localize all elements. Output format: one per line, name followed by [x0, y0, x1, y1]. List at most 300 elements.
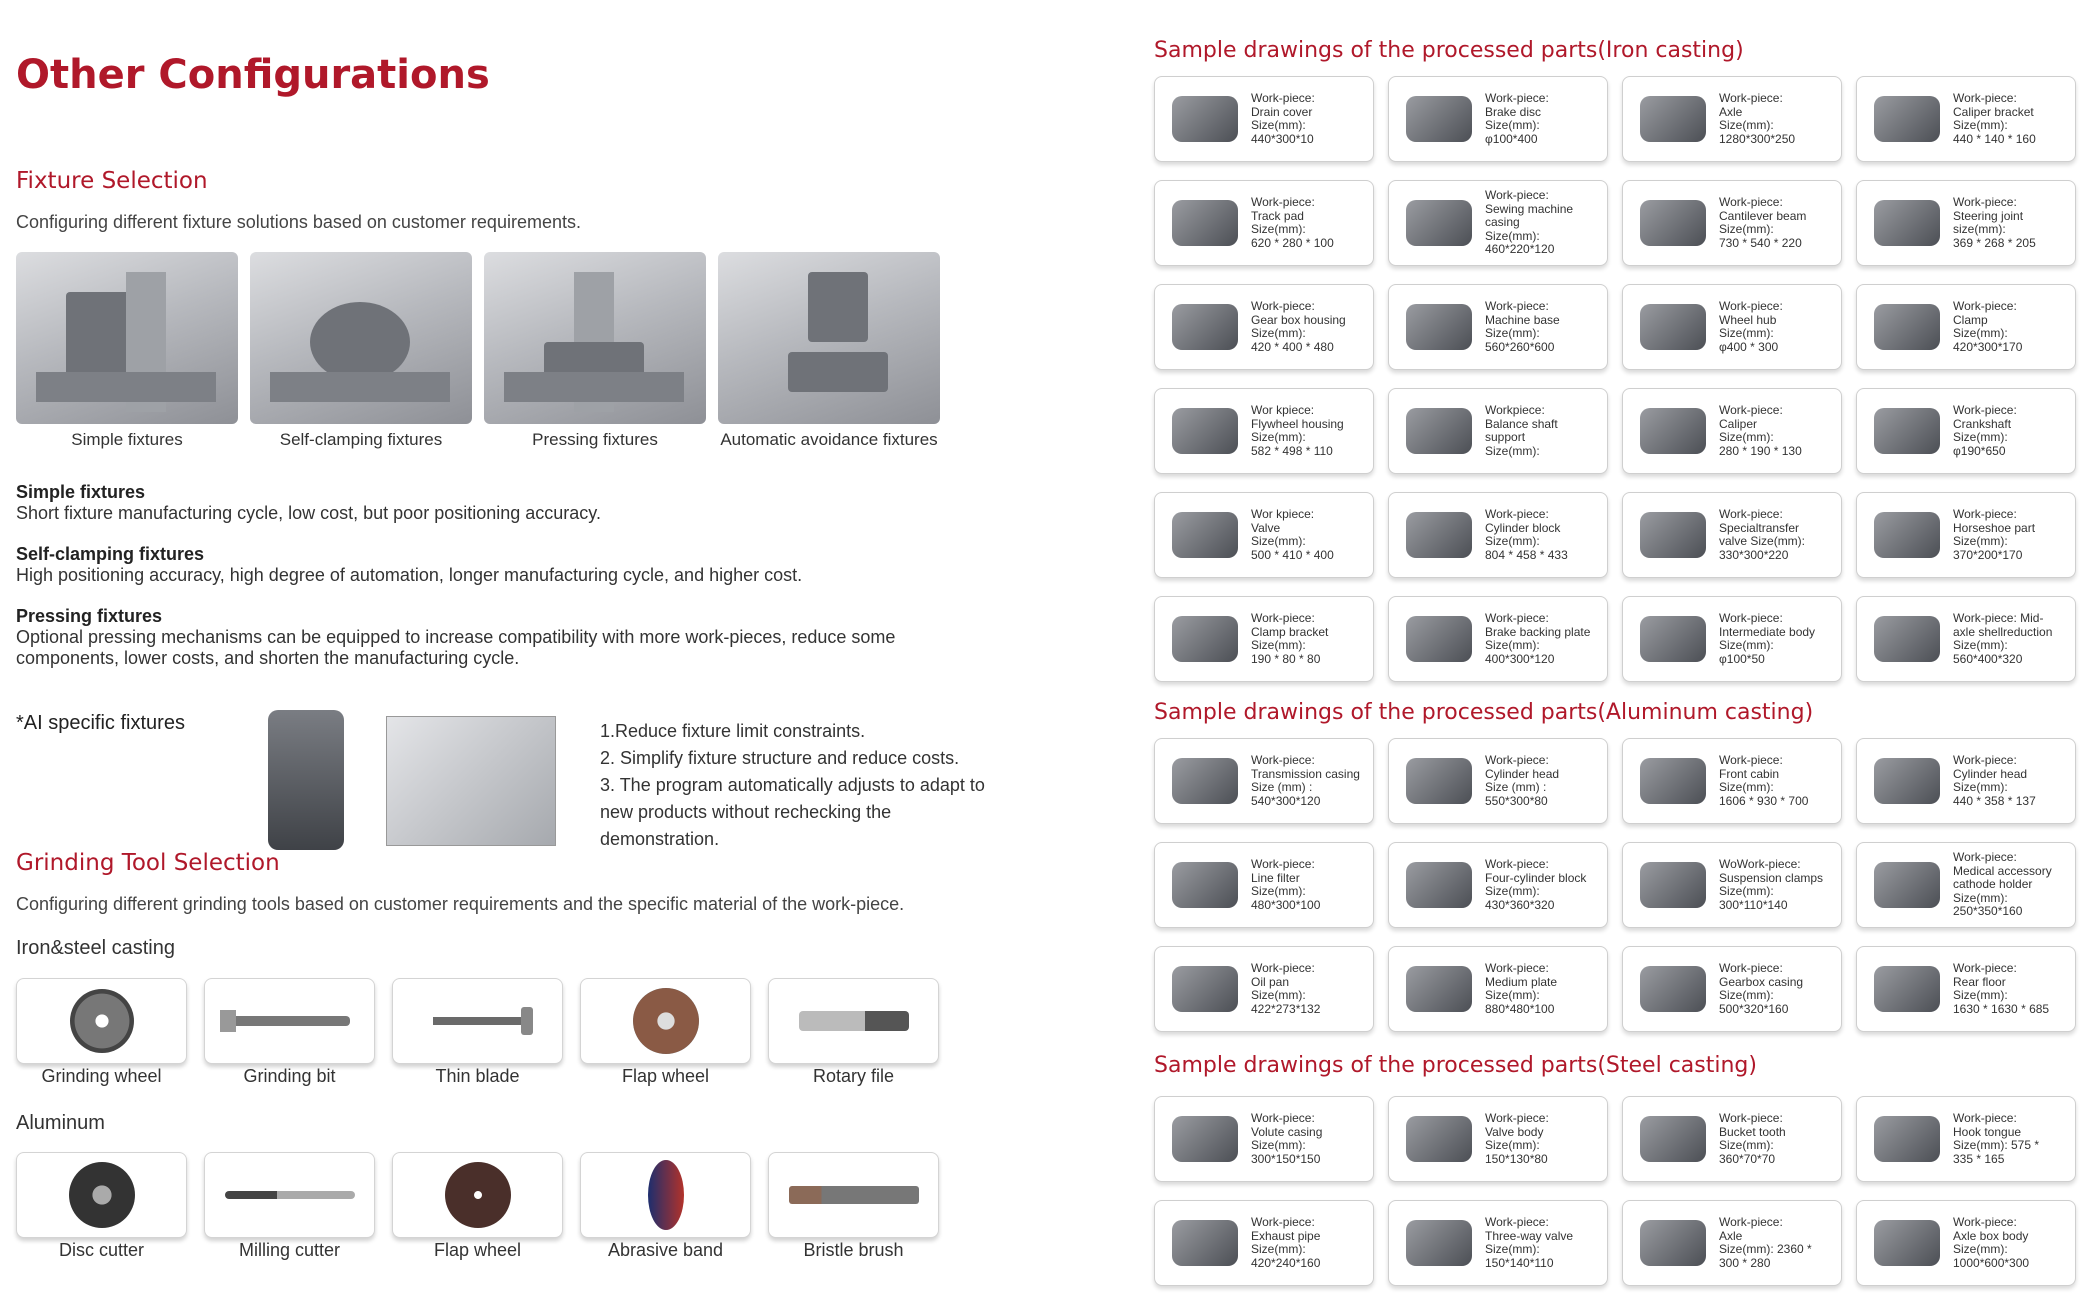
fixture-type-simple — [16, 482, 976, 524]
part-image — [1629, 1211, 1717, 1275]
part-image — [1161, 957, 1249, 1021]
flap-wheel-icon — [392, 1152, 563, 1238]
iron-steel-subtitle: Iron&steel casting — [16, 937, 175, 959]
part-info-line: Workpiece: — [1485, 403, 1545, 417]
part-info-line: Size(mm): — [1251, 118, 1306, 132]
part-card — [1622, 492, 1842, 578]
part-info-line: Size(mm): — [1719, 988, 1774, 1002]
part-info-line: Size(mm): — [1251, 1138, 1306, 1152]
tool-card — [768, 1152, 939, 1261]
part-info — [1249, 1216, 1320, 1270]
part-info-line: Cantilever beam — [1719, 208, 1807, 223]
part-info-line: Size(mm): 2360 * — [1719, 1242, 1812, 1256]
aluminum-tool-row — [16, 1152, 939, 1261]
part-info-line: Work-piece: — [1953, 195, 2017, 209]
part-card — [1856, 76, 2076, 162]
part-info-line: Size(mm): — [1485, 443, 1540, 458]
part-info — [1717, 1112, 1786, 1166]
part-info — [1483, 189, 1607, 257]
fixture-photo-row — [16, 252, 940, 450]
part-info-line: 1606 * 930 * 700 — [1719, 793, 1809, 808]
part-info-line: Size(mm): — [1953, 326, 2008, 340]
tool-card — [768, 978, 939, 1087]
part-info-line: Size(mm): — [1251, 638, 1306, 652]
part-card — [1856, 284, 2076, 370]
part-image — [1395, 399, 1483, 463]
part-info — [1483, 754, 1559, 808]
part-info-line: 369 * 268 * 205 — [1953, 235, 2036, 250]
part-info-line: Cylinder head — [1953, 766, 2028, 781]
part-info-line: Work-piece: — [1719, 1215, 1783, 1229]
part-info-line: Wor kpiece: — [1251, 403, 1315, 417]
part-info-line: Work-piece: — [1719, 507, 1783, 521]
part-info-line: 560*260*600 — [1485, 339, 1555, 354]
tool-card — [580, 1152, 751, 1261]
part-info-line: Work-piece: — [1485, 188, 1549, 203]
part-image — [1863, 399, 1951, 463]
fixture-photo — [250, 252, 472, 424]
part-info-line: 500*320*160 — [1719, 1001, 1789, 1016]
part-info-line: valve Size(mm): — [1719, 534, 1806, 548]
part-info-line: Axle — [1719, 104, 1743, 119]
fixture-selection-description: Configuring different fixture solutions based on customer requirements. — [16, 212, 581, 232]
part-info-line: 150*130*80 — [1485, 1151, 1548, 1166]
part-info-line: Clamp bracket — [1251, 624, 1329, 639]
part-info — [1249, 962, 1320, 1016]
part-info-line: 150*140*110 — [1485, 1255, 1554, 1270]
part-info-line: Line filter — [1251, 870, 1300, 885]
part-info — [1249, 196, 1334, 250]
part-info-line: Cylinder block — [1485, 520, 1561, 535]
part-info-line: Size(mm): — [1719, 1138, 1774, 1152]
fixture-card-pressing — [484, 252, 706, 450]
page-title: Other Configurations — [16, 52, 490, 98]
part-card — [1622, 180, 1842, 266]
part-info-line: 300*110*140 — [1719, 897, 1788, 912]
part-info-line: Medical accessory — [1953, 863, 2052, 878]
part-info-line: Track pad — [1251, 208, 1304, 223]
part-info-line: Size(mm): — [1485, 534, 1540, 548]
part-image — [1161, 1107, 1249, 1171]
part-info-line: Crankshaft — [1953, 416, 2012, 431]
part-info-line: Size(mm): — [1953, 430, 2008, 444]
fixture-selection-title: Fixture Selection — [16, 168, 208, 194]
part-card — [1388, 180, 1608, 266]
part-info-line: Work-piece: — [1485, 1215, 1549, 1229]
part-info-line: 422*273*132 — [1251, 1001, 1321, 1016]
part-card — [1154, 388, 1374, 474]
part-info-line: Size(mm): — [1251, 884, 1306, 898]
part-info — [1249, 92, 1315, 146]
part-info-line: 190 * 80 * 80 — [1251, 651, 1321, 666]
part-image — [1629, 87, 1717, 151]
part-info — [1717, 1216, 1812, 1270]
part-info-line: Axle box body — [1953, 1228, 2029, 1243]
steel-casting-title: Sample drawings of the processed parts(Steel casting) — [1154, 1053, 1757, 1078]
part-info-line: 730 * 540 * 220 — [1719, 235, 1802, 250]
part-info-line: Work-piece: — [1953, 507, 2017, 521]
part-info-line: 430*360*320 — [1485, 897, 1555, 912]
part-info-line: Valve — [1251, 520, 1281, 535]
iron-tool-row — [16, 978, 939, 1087]
part-info-line: Brake disc — [1485, 104, 1542, 119]
fixture-card-automatic-avoidance — [718, 252, 940, 450]
part-info — [1249, 612, 1328, 666]
part-info-line: Transmission casing — [1251, 766, 1360, 781]
part-card — [1856, 1096, 2076, 1182]
part-info-line: Size(mm): — [1719, 326, 1774, 340]
part-image — [1863, 749, 1951, 813]
part-image — [1161, 295, 1249, 359]
part-info-line: 360*70*70 — [1719, 1151, 1776, 1166]
part-info-line: Size(mm): — [1719, 884, 1774, 898]
part-info-line: Work-piece: — [1251, 195, 1315, 209]
part-info — [1483, 1216, 1573, 1270]
part-image — [1395, 607, 1483, 671]
fixture-card-simple — [16, 252, 238, 450]
part-info — [1951, 612, 2052, 666]
part-image — [1629, 607, 1717, 671]
bristle-brush-icon — [768, 1152, 939, 1238]
part-info-line: Work-piece: — [1485, 611, 1549, 625]
part-info — [1483, 404, 1558, 458]
part-info-line: Size (mm) : — [1251, 780, 1313, 794]
part-info-line: Work-piece: — [1485, 507, 1549, 521]
part-info — [1951, 404, 2017, 458]
fixture-type-text: Short fixture manufacturing cycle, low cost, but poor positioning accuracy. — [16, 503, 601, 523]
part-info — [1483, 92, 1549, 146]
part-info — [1951, 196, 2036, 250]
part-info-line: Four-cylinder block — [1485, 870, 1587, 885]
part-info — [1483, 300, 1560, 354]
part-info-line: 500 * 410 * 400 — [1251, 547, 1334, 562]
part-info-line: 560*400*320 — [1953, 651, 2023, 666]
part-card — [1154, 1096, 1374, 1182]
aluminum-parts-grid — [1154, 738, 2076, 1032]
part-info-line: 300 * 280 — [1719, 1255, 1771, 1270]
part-info-line: Size(mm): — [1719, 780, 1774, 794]
part-info-line: Size(mm): — [1485, 884, 1540, 898]
fixture-photo — [16, 252, 238, 424]
fixture-caption: Simple fixtures — [71, 430, 183, 449]
part-info-line: Size(mm): — [1485, 638, 1540, 652]
part-info-line: 440 * 358 * 137 — [1953, 793, 2036, 808]
part-card — [1622, 1200, 1842, 1286]
fixture-type-name: Self-clamping fixtures — [16, 544, 205, 564]
grinding-tool-description: Configuring different grinding tools based on customer requirements and the specific material of the work-piece. — [16, 894, 905, 914]
tool-caption: Flap wheel — [621, 1066, 710, 1086]
part-info-line: Work-piece: — [1719, 299, 1783, 313]
part-info — [1717, 508, 1805, 562]
fixture-caption: Self-clamping fixtures — [279, 430, 443, 449]
part-info-line: Clamp — [1953, 312, 1988, 327]
part-info-line: Drain cover — [1251, 104, 1313, 119]
aluminum-casting-title: Sample drawings of the processed parts(Aluminum casting) — [1154, 700, 1814, 725]
part-info-line: Suspension clamps — [1719, 870, 1824, 885]
part-card — [1388, 1200, 1608, 1286]
part-info-line: Work-piece: Mid- — [1953, 611, 2044, 625]
part-card — [1856, 946, 2076, 1032]
thin-blade-icon — [392, 978, 563, 1064]
part-info-line: Work-piece: — [1251, 1215, 1315, 1229]
part-info-line: Machine base — [1485, 312, 1560, 327]
part-info — [1717, 962, 1803, 1016]
fixture-caption: Pressing fixtures — [532, 430, 658, 449]
part-info-line: Work-piece: — [1719, 1111, 1783, 1125]
part-info — [1483, 1112, 1549, 1166]
part-info-line: Medium plate — [1485, 974, 1558, 989]
part-info-line: Horseshoe part — [1953, 520, 2036, 535]
part-card — [1388, 76, 1608, 162]
part-card — [1388, 596, 1608, 682]
ai-fixture-photo — [268, 710, 344, 850]
part-image — [1863, 607, 1951, 671]
fixture-type-self-clamping — [16, 544, 976, 586]
fixture-type-name: Pressing fixtures — [16, 606, 163, 626]
tool-card — [16, 978, 187, 1087]
part-card — [1856, 1200, 2076, 1286]
part-card — [1856, 492, 2076, 578]
part-info — [1249, 1112, 1322, 1166]
part-image — [1395, 957, 1483, 1021]
grinding-tool-title: Grinding Tool Selection — [16, 850, 280, 876]
part-image — [1395, 87, 1483, 151]
part-card — [1622, 76, 1842, 162]
part-info-line: Work-piece: — [1953, 961, 2017, 975]
part-info — [1249, 754, 1360, 808]
part-info-line: Bucket tooth — [1719, 1124, 1786, 1139]
part-info — [1717, 92, 1795, 146]
part-info-line: Size (mm) : — [1485, 780, 1547, 794]
part-image — [1863, 295, 1951, 359]
part-card — [1388, 842, 1608, 928]
part-info-line: Work-piece: — [1251, 91, 1315, 105]
part-info-line: Oil pan — [1251, 974, 1290, 989]
part-info-line: Size(mm): — [1719, 638, 1774, 652]
part-info-line: 550*300*80 — [1485, 793, 1548, 808]
part-info-line: Hook tongue — [1953, 1124, 2022, 1139]
part-card — [1622, 842, 1842, 928]
part-info-line: 250*350*160 — [1953, 904, 2023, 919]
part-card — [1388, 1096, 1608, 1182]
tool-card — [392, 978, 563, 1087]
part-info-line: Size(mm): — [1485, 1138, 1540, 1152]
part-info — [1717, 612, 1815, 666]
part-info-line: Valve body — [1485, 1124, 1544, 1139]
part-image — [1161, 853, 1249, 917]
part-info-line: support — [1485, 430, 1526, 444]
part-image — [1395, 749, 1483, 813]
part-info — [1249, 508, 1334, 562]
part-card — [1388, 946, 1608, 1032]
part-image — [1629, 957, 1717, 1021]
part-info-line: Size(mm): — [1719, 430, 1774, 444]
part-info-line: Work-piece: — [1953, 299, 2017, 313]
part-info-line: Work-piece: — [1251, 611, 1315, 625]
part-info-line: Size(mm): — [1953, 988, 2008, 1002]
part-info-line: φ400 * 300 — [1719, 339, 1779, 354]
part-card — [1154, 180, 1374, 266]
part-info-line: Sewing machine casing — [1485, 201, 1574, 230]
ai-point: 2. Simplify fixture structure and reduce costs. — [600, 748, 960, 768]
part-image — [1863, 853, 1951, 917]
grinding-bit-icon — [204, 978, 375, 1064]
tool-caption: Disc cutter — [58, 1240, 145, 1260]
part-info-line: φ190*650 — [1953, 443, 2006, 458]
fixture-type-text: High positioning accuracy, high degree of automation, longer manufacturing cycle, and higher cost. — [16, 565, 803, 585]
part-card — [1154, 738, 1374, 824]
part-card — [1154, 76, 1374, 162]
part-image — [1629, 1107, 1717, 1171]
part-info-line: Work-piece: — [1485, 961, 1549, 975]
part-info-line: 370*200*170 — [1953, 547, 2023, 562]
tool-caption: Grinding wheel — [41, 1066, 162, 1086]
part-info-line: Wor kpiece: — [1251, 507, 1315, 521]
part-info — [1249, 300, 1346, 354]
part-info — [1951, 508, 2035, 562]
part-info-line: 620 * 280 * 100 — [1251, 235, 1334, 250]
fixture-type-name: Simple fixtures — [16, 482, 146, 502]
part-info-line: 420 * 400 * 480 — [1251, 339, 1334, 354]
part-info-line: Size(mm): — [1953, 890, 2008, 905]
flap-wheel-icon — [580, 978, 751, 1064]
tool-card — [392, 1152, 563, 1261]
tool-caption: Rotary file — [812, 1066, 895, 1086]
part-info-line: size(mm): — [1953, 222, 2006, 236]
iron-parts-grid — [1154, 76, 2076, 682]
part-info-line: Size(mm): — [1953, 780, 2008, 794]
tool-caption: Flap wheel — [433, 1240, 522, 1260]
part-info-line: Work-piece: — [1953, 850, 2017, 865]
part-info — [1483, 612, 1590, 666]
part-info-line: φ100*50 — [1719, 651, 1765, 666]
part-image — [1395, 1107, 1483, 1171]
part-info-line: Work-piece: — [1251, 961, 1315, 975]
part-info-line: WoWork-piece: — [1719, 857, 1801, 871]
part-info-line: Size(mm): — [1251, 430, 1306, 444]
part-info-line: 280 * 190 * 130 — [1719, 443, 1802, 458]
part-image — [1863, 957, 1951, 1021]
part-info-line: Exhaust pipe — [1251, 1228, 1321, 1243]
part-info-line: Work-piece: — [1719, 611, 1783, 625]
part-info-line: Work-piece: — [1953, 753, 2017, 767]
part-info-line: 1630 * 1630 * 685 — [1953, 1001, 2050, 1016]
part-info-line: 1280*300*250 — [1719, 131, 1796, 146]
part-info-line: Brake backing plate — [1485, 624, 1591, 639]
ai-fixture-drawing — [386, 716, 556, 846]
part-info-line: Work-piece: — [1485, 91, 1549, 105]
part-info — [1483, 508, 1568, 562]
part-image — [1863, 503, 1951, 567]
part-info-line: Specialtransfer — [1719, 520, 1800, 535]
part-info-line: Size(mm): — [1953, 1242, 2008, 1256]
part-image — [1395, 503, 1483, 567]
part-info-line: Work-piece: — [1719, 753, 1783, 767]
part-info — [1951, 851, 2052, 919]
part-card — [1154, 946, 1374, 1032]
part-info-line: Work-piece: — [1251, 299, 1315, 313]
part-info-line: 400*300*120 — [1485, 651, 1555, 666]
part-image — [1863, 87, 1951, 151]
part-info-line: Work-piece: — [1485, 299, 1549, 313]
part-image — [1395, 853, 1483, 917]
part-info-line: Size(mm): — [1953, 638, 2008, 652]
part-info-line: Caliper bracket — [1953, 104, 2034, 119]
tool-caption: Grinding bit — [243, 1066, 336, 1086]
part-card — [1856, 388, 2076, 474]
part-image — [1629, 749, 1717, 813]
part-info-line: Size(mm): — [1251, 326, 1306, 340]
part-info-line: Work-piece: — [1953, 1215, 2017, 1229]
part-info-line: Size(mm): — [1251, 534, 1306, 548]
part-info-line: Size(mm): — [1251, 1242, 1306, 1256]
part-info-line: 880*480*100 — [1485, 1001, 1555, 1016]
part-image — [1395, 1211, 1483, 1275]
part-card — [1622, 284, 1842, 370]
part-info — [1717, 404, 1802, 458]
part-image — [1161, 503, 1249, 567]
aluminum-subtitle: Aluminum — [16, 1112, 105, 1134]
part-image — [1161, 607, 1249, 671]
part-info-line: Size(mm): — [1485, 326, 1540, 340]
part-info-line: Work-piece: — [1719, 403, 1783, 417]
ai-fixtures-title: *AI specific fixtures — [16, 712, 185, 734]
part-info — [1951, 962, 2049, 1016]
part-image — [1161, 191, 1249, 255]
part-info-line: Caliper — [1719, 416, 1758, 431]
part-card — [1856, 596, 2076, 682]
part-info-line: Work-piece: — [1719, 961, 1783, 975]
part-info-line: Size(mm): — [1953, 118, 2008, 132]
part-image — [1629, 853, 1717, 917]
part-info — [1951, 300, 2022, 354]
tool-card — [16, 1152, 187, 1261]
fixture-type-text: Optional pressing mechanisms can be equipped to increase compatibility with more work-pieces, reduce some components, lower costs, and shorten the manufacturing cycle. — [16, 627, 896, 668]
part-info — [1951, 92, 2036, 146]
part-info-line: Balance shaft — [1485, 416, 1558, 431]
part-info-line: 440*300*10 — [1251, 131, 1314, 146]
part-info-line: Cylinder head — [1485, 766, 1560, 781]
part-card — [1388, 388, 1608, 474]
iron-casting-title: Sample drawings of the processed parts(Iron casting) — [1154, 38, 1744, 63]
part-info-line: Work-piece: — [1485, 753, 1549, 767]
tool-card — [204, 978, 375, 1087]
part-image — [1161, 399, 1249, 463]
part-info — [1249, 404, 1344, 458]
part-info-line: Size(mm): — [1485, 1242, 1540, 1256]
part-image — [1161, 1211, 1249, 1275]
part-info-line: Work-piece: — [1953, 1111, 2017, 1125]
part-image — [1629, 399, 1717, 463]
part-info-line: 420*240*160 — [1251, 1255, 1321, 1270]
part-info — [1717, 754, 1808, 808]
part-info-line: 804 * 458 * 433 — [1485, 547, 1568, 562]
part-info-line: Size(mm): — [1485, 988, 1540, 1002]
part-card — [1622, 946, 1842, 1032]
part-image — [1863, 191, 1951, 255]
part-info-line: cathode holder — [1953, 877, 2033, 892]
part-info-line: 582 * 498 * 110 — [1251, 443, 1333, 458]
part-card — [1622, 596, 1842, 682]
part-image — [1863, 1107, 1951, 1171]
part-info — [1717, 858, 1823, 912]
part-info-line: φ100*400 — [1485, 131, 1538, 146]
part-info-line: Work-piece: — [1953, 91, 2017, 105]
ai-point: 1.Reduce fixture limit constraints. — [600, 721, 866, 741]
part-card — [1388, 738, 1608, 824]
part-image — [1395, 191, 1483, 255]
part-info — [1717, 196, 1806, 250]
